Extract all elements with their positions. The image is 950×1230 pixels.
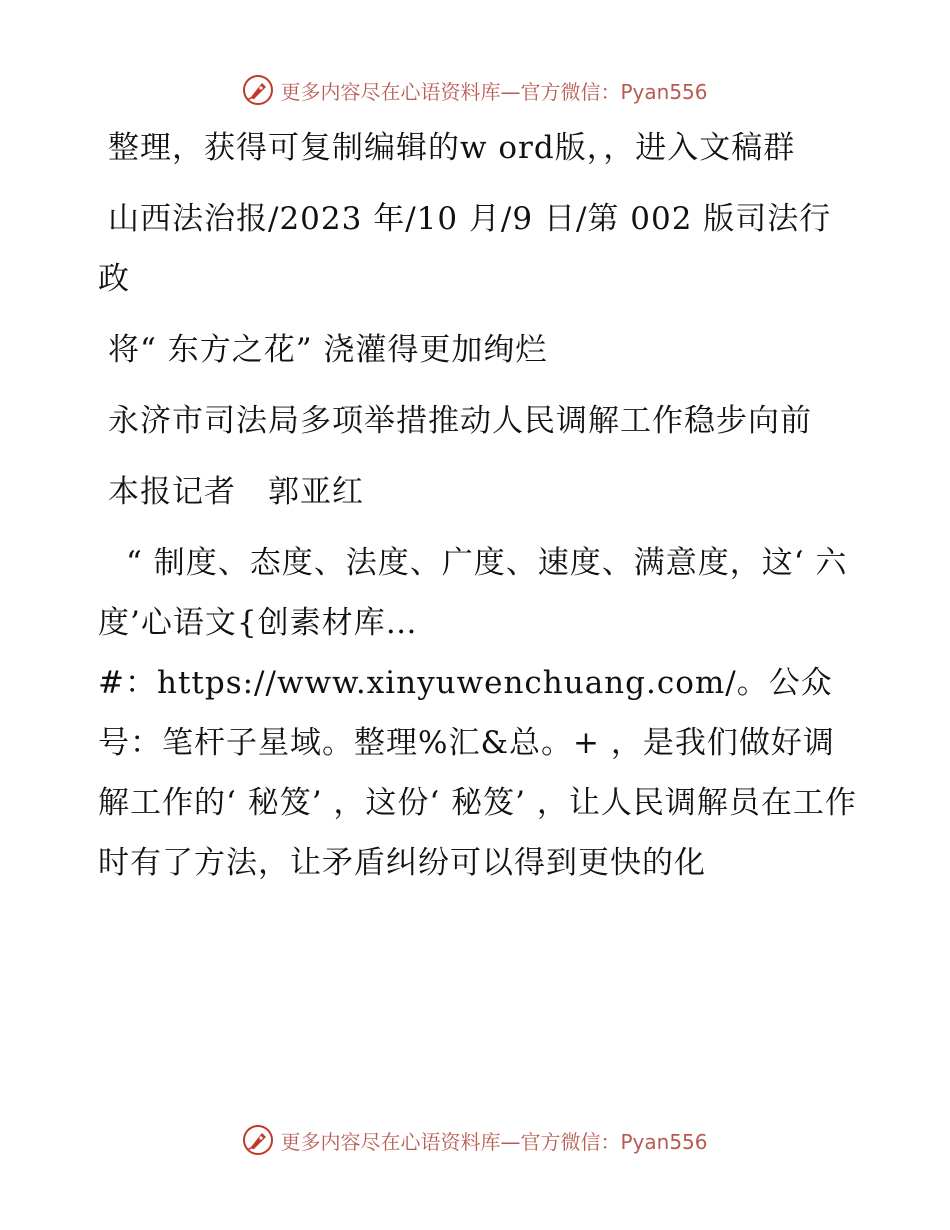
article-subtitle: 永济市司法局多项举措推动人民调解工作稳步向前 (108, 403, 812, 439)
banner-site-name: 更多内容尽在心语资料库 (280, 79, 501, 104)
banner-site-name: 更多内容尽在心语资料库 (280, 1129, 501, 1154)
banner-handle: Pyan556 (620, 1129, 708, 1154)
banner-separator: — (500, 79, 521, 104)
banner-text (280, 1126, 707, 1155)
footer-banner (0, 1120, 950, 1160)
intro-paragraph: 整理，获得可复制编辑的w ord版，，进入文稿群 (108, 130, 796, 166)
header-banner (0, 70, 950, 110)
document-body (98, 118, 858, 904)
banner-label: 官方微信： (520, 1129, 621, 1154)
body-paragraph: #：https://www.xinyuwenchuang.com/。公众号：笔杆子星域。整理%汇&总。+ ，是我们做好调解工作的‘ 秘笈’ ，这份‘ 秘笈’ ，让人民调解员在工作时有了方法，让矛盾纠纷可以得到更快的化 (98, 665, 857, 881)
byline: 本报记者 郭亚红 (108, 474, 364, 510)
source-line: 山西法治报/2023 年/10 月/9 日/第 002 版司法行政 (98, 201, 832, 297)
banner-text (280, 76, 707, 105)
pen-nib-icon (242, 1124, 274, 1156)
banner-handle: Pyan556 (620, 79, 708, 104)
article-title: 将“ 东方之花” 浇灌得更加绚烂 (108, 332, 548, 368)
pen-nib-icon (242, 74, 274, 106)
banner-label: 官方微信： (520, 79, 621, 104)
banner-separator: — (500, 1129, 521, 1154)
body-paragraph-quote: “ 制度、态度、法度、广度、速度、满意度，这‘ 六度’心语文{创素材库… (98, 545, 848, 641)
